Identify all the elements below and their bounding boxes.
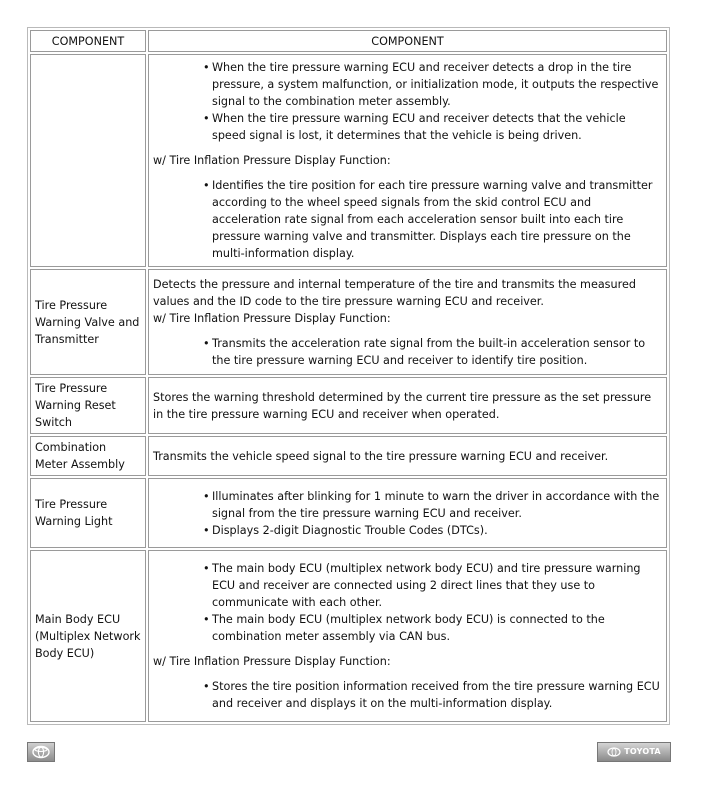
subheading: w/ Tire Inflation Pressure Display Function: <box>153 311 391 325</box>
list-item: • The main body ECU (multiplex network body ECU) and tire pressure warning ECU and receiver are connected using 2 direct lines that they use to communicate with each other. <box>203 560 662 611</box>
table-row <box>30 436 667 476</box>
table-row <box>30 478 667 548</box>
toyota-emblem-button[interactable] <box>27 742 55 762</box>
bullet-list <box>153 488 662 539</box>
component-name: Tire Pressure Warning Light <box>30 478 146 548</box>
list-item: • Displays 2-digit Diagnostic Trouble Codes (DTCs). <box>203 522 662 539</box>
table-row <box>30 550 667 722</box>
bullet-list <box>153 59 662 144</box>
component-name: Combination Meter Assembly <box>30 436 146 476</box>
bullet-list <box>153 335 662 369</box>
table-row <box>30 377 667 434</box>
subheading: w/ Tire Inflation Pressure Display Function: <box>153 655 391 668</box>
bullet-list <box>153 678 662 712</box>
component-name: Main Body ECU (Multiplex Network Body ECU) <box>30 550 146 722</box>
component-description: Stores the warning threshold determined by the current tire pressure as the set pressure in the tire pressure warning ECU and receiver when operated. <box>148 377 667 434</box>
toyota-logo-icon <box>607 747 621 757</box>
component-description <box>148 269 667 375</box>
list-item: • When the tire pressure warning ECU and receiver detects a drop in the tire pressure, a system malfunction, or initialization mode, it outputs the respective signal to the combination meter assembly. <box>203 59 662 110</box>
component-description: Transmits the vehicle speed signal to the tire pressure warning ECU and receiver. <box>148 436 667 476</box>
table-row <box>30 54 667 267</box>
header-component-2: COMPONENT <box>148 30 667 52</box>
bullet-list <box>153 177 662 262</box>
component-table <box>27 27 670 725</box>
list-item: • Identifies the tire position for each tire pressure warning valve and transmitter according to the wheel speed signals from the skid control ECU and acceleration rate signal from each acceleration sensor built into each tire pressure warning valve and transmitter. Displays each tire pressure on the multi-information display. <box>203 177 662 262</box>
component-name: Tire Pressure Warning Valve and Transmitter <box>30 269 146 375</box>
list-item: • Transmits the acceleration rate signal from the built-in acceleration sensor to the tire pressure warning ECU and receiver to identify tire position. <box>203 335 662 369</box>
list-item: • Stores the tire position information received from the tire pressure warning ECU and receiver and displays it on the multi-information display. <box>203 678 662 712</box>
toyota-brand-button[interactable] <box>597 742 671 762</box>
component-name <box>30 54 146 267</box>
list-item: • When the tire pressure warning ECU and receiver detects that the vehicle speed signal is lost, it determines that the vehicle is being driven. <box>203 110 662 144</box>
component-description <box>148 478 667 548</box>
table-header-row <box>30 30 667 52</box>
component-description <box>148 550 667 722</box>
header-component-1: COMPONENT <box>30 30 146 52</box>
subheading: w/ Tire Inflation Pressure Display Function: <box>153 154 391 167</box>
brand-name: TOYOTA <box>624 747 661 756</box>
list-item: • Illuminates after blinking for 1 minute to warn the driver in accordance with the signal from the tire pressure warning ECU and receiver. <box>203 488 662 522</box>
description-text: Detects the pressure and internal temperature of the tire and transmits the measured values and the ID code to the tire pressure warning ECU and receiver. <box>153 277 636 308</box>
component-name: Tire Pressure Warning Reset Switch <box>30 377 146 434</box>
bullet-list <box>153 560 662 645</box>
table-row <box>30 269 667 375</box>
toyota-emblem-icon <box>28 743 54 761</box>
list-item: • The main body ECU (multiplex network body ECU) is connected to the combination meter assembly via CAN bus. <box>203 611 662 645</box>
component-description <box>148 54 667 267</box>
